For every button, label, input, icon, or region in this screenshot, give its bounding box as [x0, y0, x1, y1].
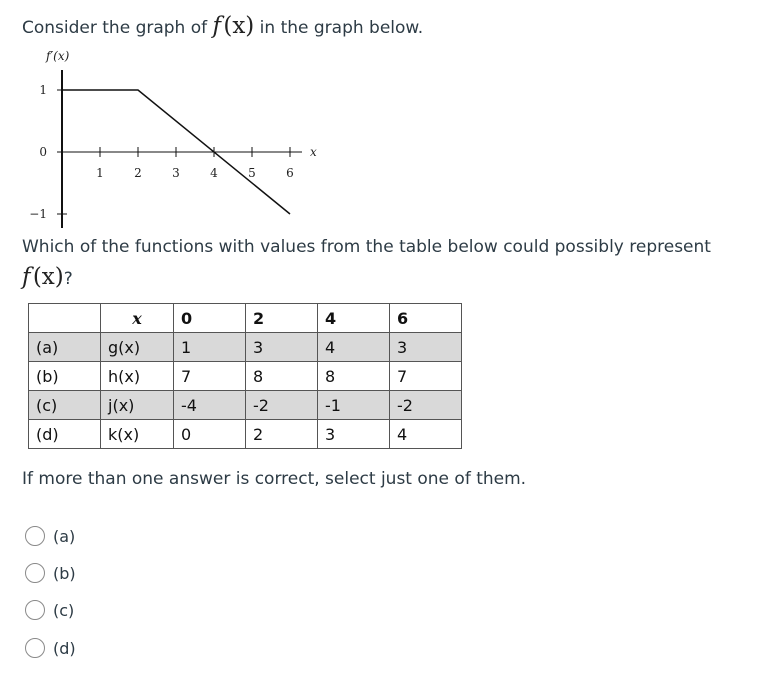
table-cell: 3 [246, 333, 318, 362]
prompt-question-mark: ? [63, 269, 73, 289]
function-name: g(x) [101, 333, 174, 362]
option-b-label: (b) [53, 563, 76, 583]
question-prompt-math [22, 264, 73, 290]
graph-axes [58, 70, 302, 228]
x-tick-label: 3 [172, 166, 180, 180]
x-tick-label: 6 [286, 166, 294, 180]
prompt-math-function [22, 264, 64, 290]
table-cell: -2 [246, 391, 318, 420]
function-name: j(x) [101, 391, 174, 420]
table-cell: 3 [390, 333, 462, 362]
question-intro [22, 13, 423, 39]
table-row [29, 391, 462, 420]
option-a-label: (a) [53, 526, 76, 546]
header-cell: 2 [246, 304, 318, 333]
x-tick-label: 2 [134, 166, 142, 180]
instruction-note: If more than one answer is correct, select just one of them. [22, 469, 527, 489]
radio-d[interactable] [25, 638, 45, 658]
header-cell [29, 304, 101, 333]
table-cell: 8 [318, 362, 390, 391]
row-label: (d) [29, 420, 101, 449]
header-cell: 4 [318, 304, 390, 333]
x-tick-label: 4 [210, 166, 218, 180]
option-c[interactable] [25, 597, 74, 623]
function-name: k(x) [101, 420, 174, 449]
values-table [28, 303, 462, 449]
radio-c[interactable] [25, 600, 45, 620]
row-label: (a) [29, 333, 101, 362]
y-tick-label: −1 [29, 207, 47, 221]
prompt-math-arg: (x) [32, 264, 64, 290]
header-x: x [101, 304, 174, 333]
option-c-label: (c) [53, 600, 75, 620]
table-cell: -2 [390, 391, 462, 420]
table-cell: 2 [246, 420, 318, 449]
option-a[interactable] [25, 523, 75, 549]
table-cell: -1 [318, 391, 390, 420]
question-prompt: Which of the functions with values from the table below could possibly represent [22, 237, 711, 257]
intro-text-end: in the graph below. [254, 18, 424, 38]
row-label: (c) [29, 391, 101, 420]
table-cell: -4 [174, 391, 246, 420]
function-name: h(x) [101, 362, 174, 391]
radio-b[interactable] [25, 563, 45, 583]
table-cell: 8 [246, 362, 318, 391]
table-cell: 1 [174, 333, 246, 362]
table-row [29, 420, 462, 449]
option-d[interactable] [25, 635, 76, 661]
table-cell: 7 [174, 362, 246, 391]
table-cell: 7 [390, 362, 462, 391]
header-cell: 6 [390, 304, 462, 333]
table-cell: 3 [318, 420, 390, 449]
x-tick-label: 5 [248, 166, 256, 180]
intro-math-function [213, 13, 255, 39]
table-cell: 0 [174, 420, 246, 449]
y-tick-label: 0 [39, 145, 47, 159]
option-d-label: (d) [53, 638, 76, 658]
table-cell: 4 [318, 333, 390, 362]
intro-math-arg: (x) [223, 13, 255, 39]
y-tick-label: 1 [39, 83, 47, 97]
y-axis-label: f′(x) [46, 49, 70, 63]
option-b[interactable] [25, 560, 76, 586]
x-tick-label: 1 [96, 166, 104, 180]
x-axis-label: x [310, 145, 317, 159]
intro-math-f: f [212, 13, 222, 39]
prompt-math-f: f [22, 264, 31, 290]
table-row [29, 362, 462, 391]
intro-text: Consider the graph of [22, 18, 213, 38]
table-row [29, 333, 462, 362]
radio-a[interactable] [25, 526, 45, 546]
header-cell: 0 [174, 304, 246, 333]
row-label: (b) [29, 362, 101, 391]
table-header-row [29, 304, 462, 333]
derivative-graph [22, 42, 322, 232]
table-cell: 4 [390, 420, 462, 449]
